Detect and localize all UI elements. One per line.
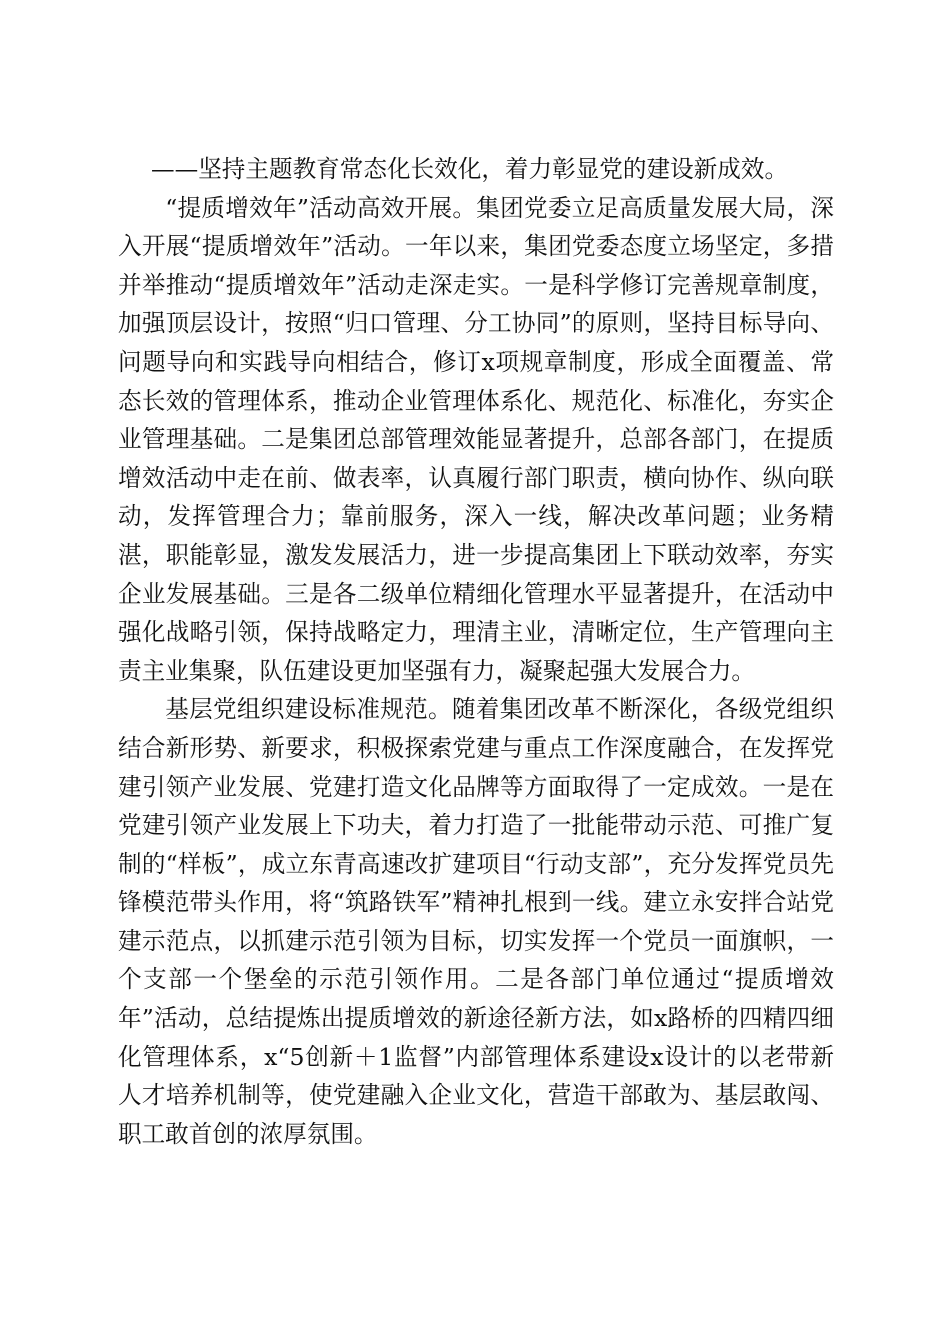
section-heading: ——坚持主题教育常态化长效化，着力彰显党的建设新成效。 [151,155,789,183]
body-paragraph: “提质增效年”活动高效开展。集团党委立足高质量发展大局，深入开展“提质增效年”活动。一年以来，集团党委态度立场坚定，多措并举推动“提质增效年”活动走深走实。一是科学修订完善规章制度，加强顶层设计，按照“归口管理、分工协同”的原则，坚持目标导向、问题导向和实践导向相结合，修订x项规章制度，形成全面覆盖、常态长效的管理体系，推动企业管理体系化、规范化、标准化，夯实企业管理基础。二是集团总部管理效能显著提升，总部各部门，在提质增效活动中走在前、做表率，认真履行部门职责，横向协作、纵向联动，发挥管理合力；靠前服务，深入一线，解决改革问题；业务精湛，职能彰显，激发发展活力，进一步提高集团上下联动效率，夯实企业发展基础。三是各二级单位精细化管理水平显著提升，在活动中强化战略引领，保持战略定力，理清主业，清晰定位，生产管理向主责主业集聚，队伍建设更加坚强有力，凝聚起强大发展合力。 [118,193,834,685]
document-body [118,150,834,1153]
body-paragraph: 基层党组织建设标准规范。随着集团改革不断深化，各级党组织结合新形势、新要求，积极探索党建与重点工作深度融合，在发挥党建引领产业发展、党建打造文化品牌等方面取得了一定成效。一是在党建引领产业发展上下功夫，着力打造了一批能带动示范、可推广复制的“样板”，成立东青高速改扩建项目“行动支部”，充分发挥党员先锋模范带头作用，将“筑路铁军”精神扎根到一线。建立永安拌合站党建示范点，以抓建示范引领为目标，切实发挥一个党员一面旗帜，一个支部一个堡垒的示范引领作用。二是各部门单位通过“提质增效年”活动，总结提炼出提质增效的新途径新方法，如x路桥的四精四细化管理体系，x“5创新＋1监督”内部管理体系建设x设计的以老带新人才培养机制等，使党建融入企业文化，营造干部敢为、基层敢闯、职工敢首创的浓厚氛围。 [118,695,834,1148]
